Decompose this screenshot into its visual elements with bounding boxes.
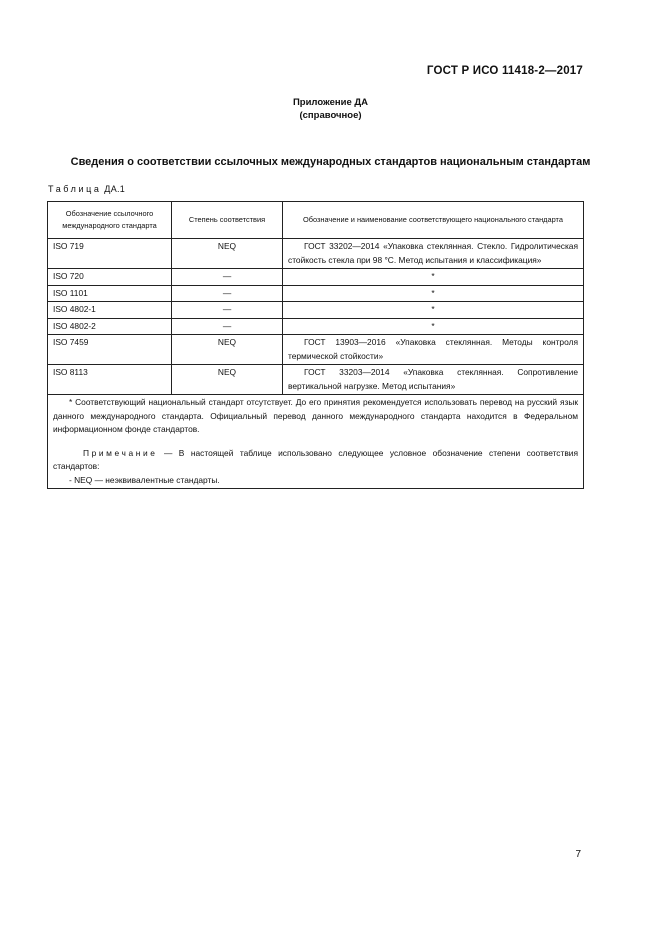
cell-degree: —	[172, 318, 283, 335]
cell-national: ГОСТ 33203—2014 «Упаковка стеклянная. Сопротивление вертикальной нагрузке. Метод испытания»	[283, 365, 584, 395]
cell-national: *	[283, 302, 584, 319]
table-row	[48, 302, 584, 319]
table-row	[48, 318, 584, 335]
column-header-national: Обозначение и наименование соответствующего национального стандарта	[283, 202, 584, 239]
appendix-subtitle: (справочное)	[299, 110, 362, 121]
table-caption	[48, 184, 125, 194]
cell-national: ГОСТ 13903—2016 «Упаковка стеклянная. Методы контроля термической стойкости»	[283, 335, 584, 365]
cell-standard: ISO 8113	[48, 365, 172, 395]
table-row	[48, 285, 584, 302]
document-code: ГОСТ Р ИСО 11418-2—2017	[426, 65, 583, 77]
note-text: — В настоящей таблице использовано следующее условное обозначение степени соответствия стандартов:	[53, 447, 578, 471]
cell-national: ГОСТ 33202—2014 «Упаковка стеклянная. Стекло. Гидролитическая стойкость стекла при 98 °С. Метод испытания и классификация»	[283, 239, 584, 269]
note-label: Примечание	[83, 447, 158, 458]
cell-standard: ISO 719	[48, 239, 172, 269]
note-item-neq: - NEQ — неэквивалентные стандарты.	[69, 474, 220, 485]
cell-standard: ISO 4802-1	[48, 302, 172, 319]
cell-degree: NEQ	[172, 335, 283, 365]
table-caption-number: ДА.1	[101, 184, 126, 194]
cell-degree: —	[172, 269, 283, 286]
table-row	[48, 269, 584, 286]
table-header-row	[48, 202, 584, 239]
correspondence-table	[47, 201, 584, 489]
cell-national: *	[283, 269, 584, 286]
column-header-degree: Степень соответствия	[172, 202, 283, 239]
table-caption-prefix: Таблица	[48, 184, 102, 194]
table-footnote-row	[48, 395, 584, 489]
table-row	[48, 239, 584, 269]
cell-degree: NEQ	[172, 239, 283, 269]
cell-standard: ISO 7459	[48, 335, 172, 365]
table-note	[53, 447, 578, 474]
table-footnote-cell	[48, 395, 584, 489]
cell-national: *	[283, 285, 584, 302]
cell-standard: ISO 4802-2	[48, 318, 172, 335]
cell-degree: —	[172, 285, 283, 302]
cell-degree: —	[172, 302, 283, 319]
page-number: 7	[575, 849, 581, 860]
section-title: Сведения о соответствии ссылочных международных стандартов национальным стандартам	[70, 156, 591, 168]
cell-standard: ISO 1101	[48, 285, 172, 302]
table-footnote: * Соответствующий национальный стандарт отсутствует. До его принятия рекомендуется использовать перевод на русский язык данного международного стандарта. Официальный перевод данного международного стандарта находится в Федеральном информационном фонде стандартов.	[53, 397, 578, 434]
column-header-standard: Обозначение ссылочного международного стандарта	[48, 202, 172, 239]
appendix-heading	[0, 96, 661, 122]
table-row	[48, 335, 584, 365]
cell-national: *	[283, 318, 584, 335]
cell-degree: NEQ	[172, 365, 283, 395]
cell-standard: ISO 720	[48, 269, 172, 286]
table-row	[48, 365, 584, 395]
appendix-title: Приложение ДА	[292, 97, 369, 108]
